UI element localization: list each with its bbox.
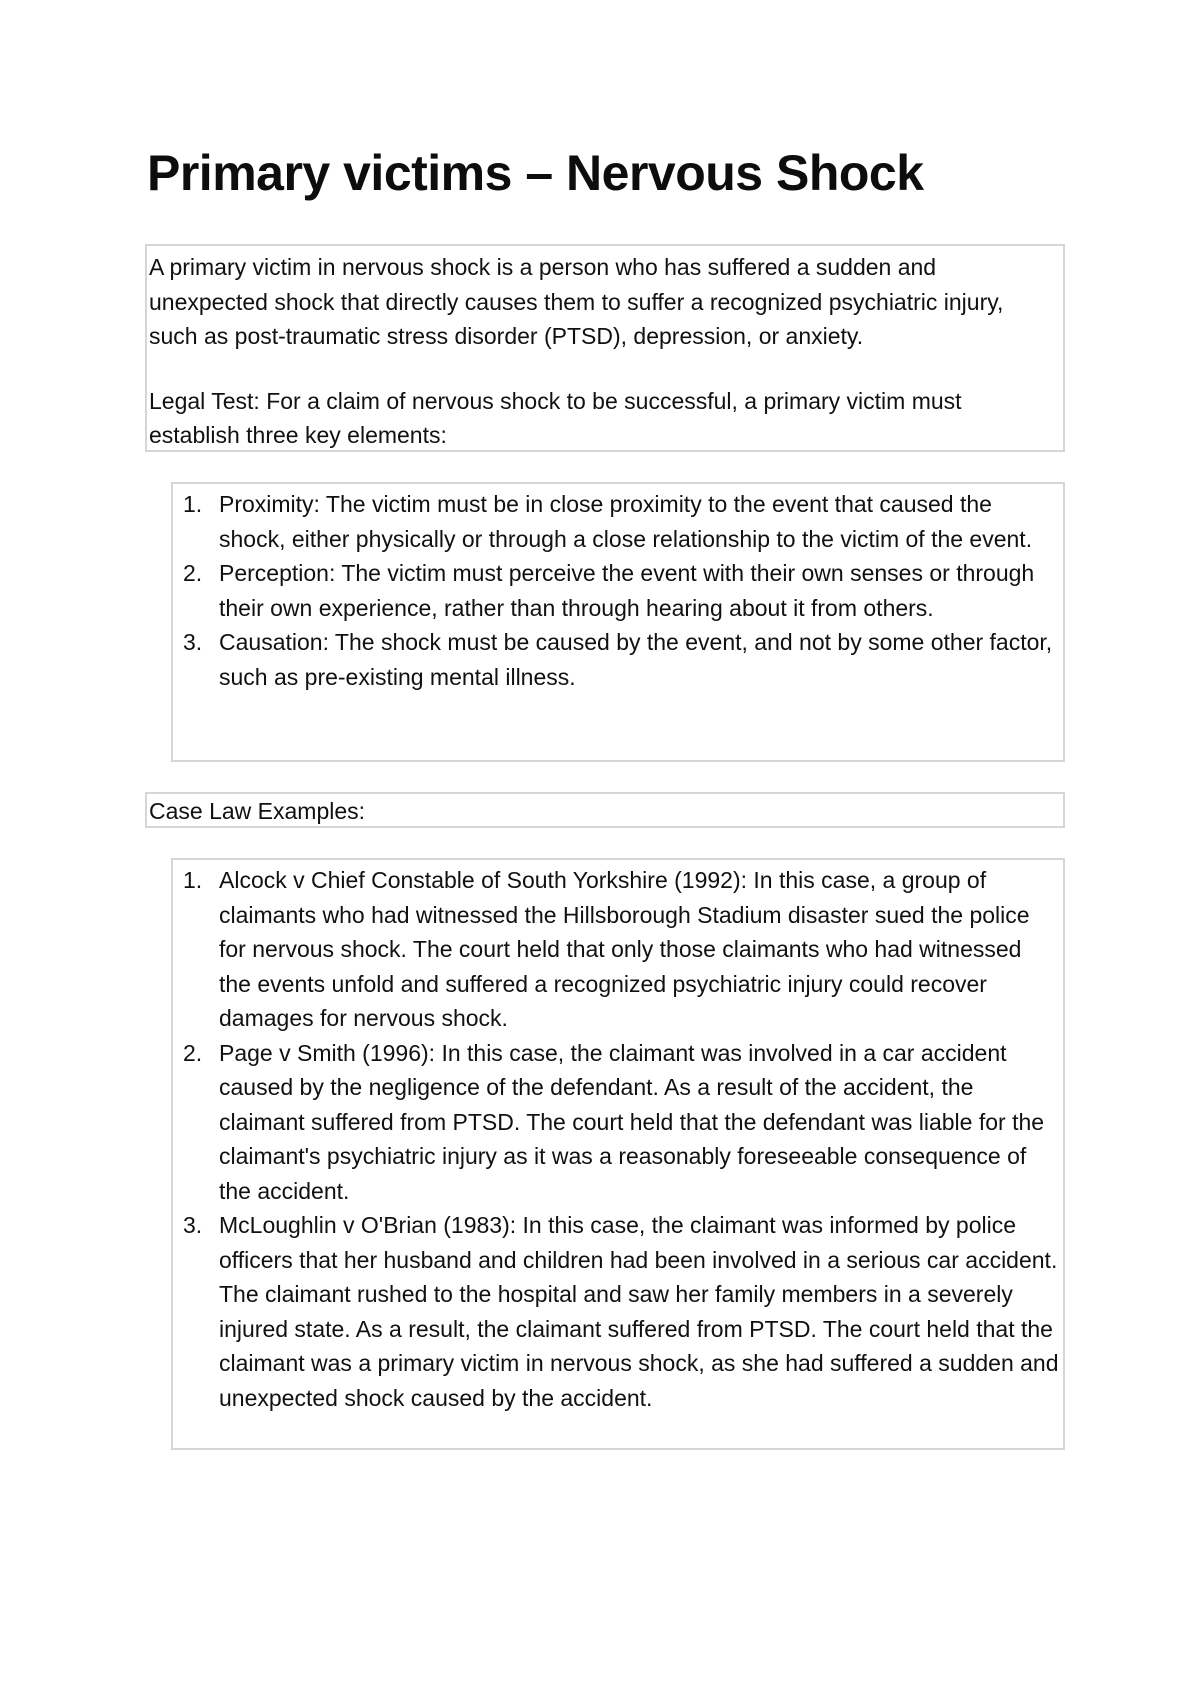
list-item-text: Causation: The shock must be caused by the event, and not by some other factor, such as pre-existing mental illness. bbox=[219, 629, 1053, 690]
list-item-number: 2. bbox=[183, 1039, 203, 1066]
list-item bbox=[173, 625, 1059, 694]
list-item-text: McLoughlin v O'Brian (1983): In this case, the claimant was informed by police officers that her husband and children had been involved in a serious car accident. The claimant rushed to the hospital and saw her family members in a severely injured state. As a result, the claimant suffered from PTSD. The court held that the claimant was a primary victim in nervous shock, as she had suffered a sudden and unexpected shock caused by the accident. bbox=[219, 1212, 1059, 1411]
list-item-text: Perception: The victim must perceive the event with their own senses or through their own experience, rather than through hearing about it from others. bbox=[219, 560, 1035, 621]
intro-text-box[interactable] bbox=[145, 244, 1065, 452]
list-item bbox=[173, 1208, 1059, 1415]
page-title: Primary victims – Nervous Shock bbox=[147, 145, 924, 201]
case-law-list bbox=[173, 863, 1059, 1415]
list-item bbox=[173, 556, 1059, 625]
key-elements-box[interactable] bbox=[171, 482, 1065, 762]
list-item-text: Page v Smith (1996): In this case, the claimant was involved in a car accident caused by the negligence of the defendant. As a result of the accident, the claimant suffered from PTSD. The court held that the defendant was liable for the claimant's psychiatric injury as it was a reasonably foreseeable consequence of the accident. bbox=[219, 1039, 1045, 1204]
list-item-number: 1. bbox=[183, 867, 203, 893]
list-item bbox=[173, 863, 1059, 1036]
list-item-number: 3. bbox=[183, 629, 203, 655]
definition-paragraph: A primary victim in nervous shock is a person who has suffered a sudden and unexpected shock that directly causes them to suffer a recognized psychiatric injury, such as post-traumatic stress disorder (PTSD), depression, or anxiety. bbox=[149, 254, 1004, 349]
case-law-box[interactable] bbox=[171, 858, 1065, 1450]
list-item-text: Proximity: The victim must be in close proximity to the event that caused the shock, either physically or through a close relationship to the victim of the event. bbox=[219, 491, 1033, 552]
list-item bbox=[173, 1036, 1059, 1209]
case-law-heading-box[interactable] bbox=[145, 792, 1065, 828]
key-elements-list bbox=[173, 487, 1059, 694]
list-item-number: 1. bbox=[183, 491, 203, 517]
case-law-heading: Case Law Examples: bbox=[149, 798, 366, 824]
list-item-text: Alcock v Chief Constable of South Yorkshire (1992): In this case, a group of claimants who had witnessed the Hillsborough Stadium disaster sued the police for nervous shock. The court held that only those claimants who had witnessed the events unfold and suffered a recognized psychiatric injury could recover damages for nervous shock. bbox=[219, 867, 1030, 1031]
legal-test-paragraph: Legal Test: For a claim of nervous shock to be successful, a primary victim must establish three key elements: bbox=[149, 387, 962, 448]
list-item bbox=[173, 487, 1059, 556]
list-item-number: 3. bbox=[183, 1212, 203, 1238]
list-item-number: 2. bbox=[183, 560, 203, 586]
